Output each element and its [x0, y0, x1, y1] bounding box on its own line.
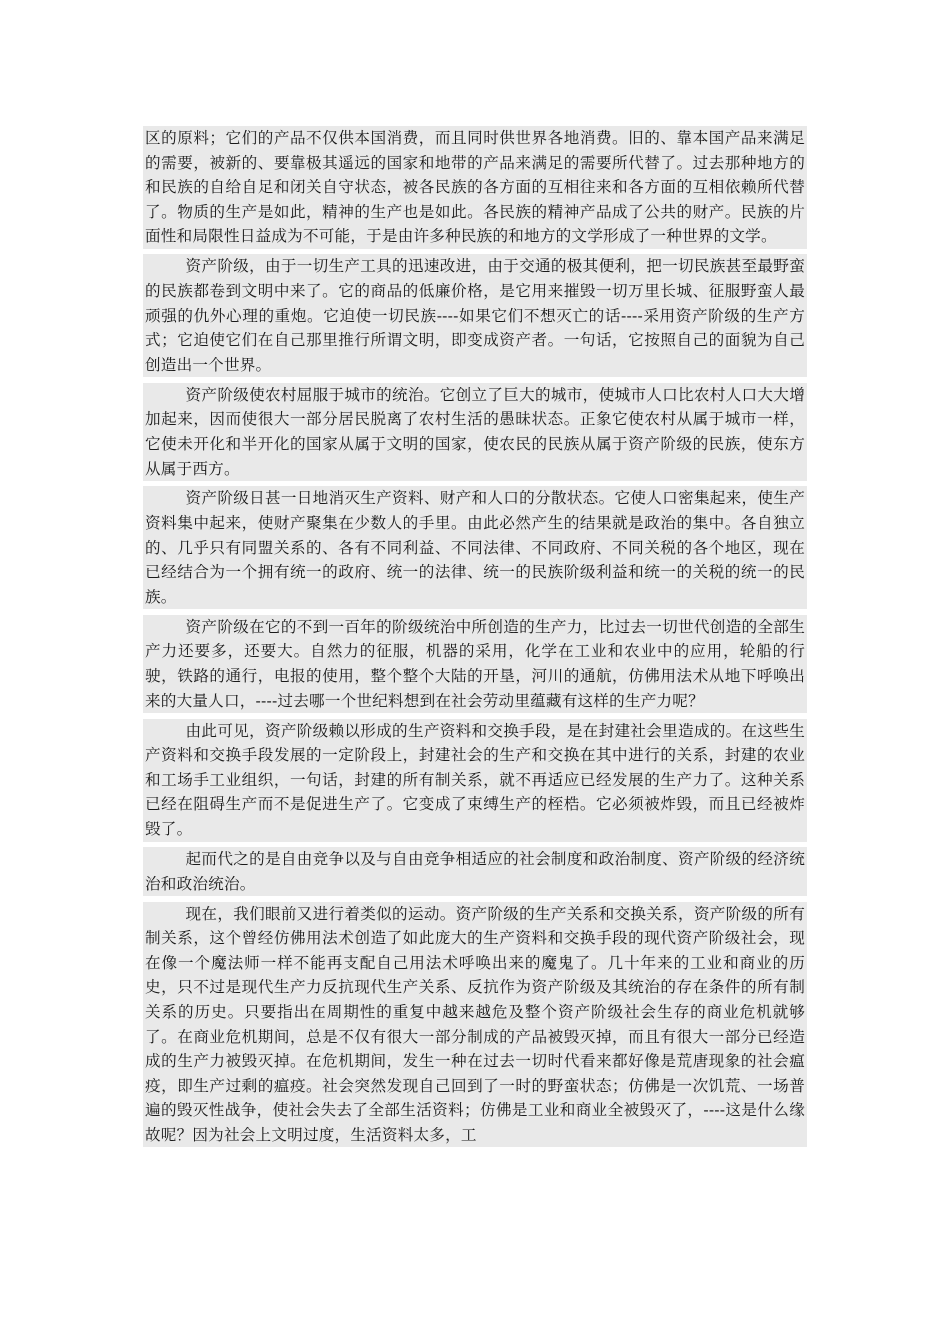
paragraph-1: 区的原料；它们的产品不仅供本国消费，而且同时供世界各地消费。旧的、靠本国产品来满足的需要，被新的、要靠极其遥远的国家和地带的产品来满足的需要所代替了。过去那种地方的和民族的自给自足和闭关自守状态，被各民族的各方面的互相往来和各方面的互相依赖所代替了。物质的生产是如此，精神的生产也是如此。各民族的精神产品成了公共的财产。民族的片面性和局限性日益成为不可能，于是由许多种民族的和地方的文学形成了一种世界的文学。: [143, 126, 807, 249]
paragraph-6: 由此可见，资产阶级赖以形成的生产资料和交换手段，是在封建社会里造成的。在这些生产资料和交换手段发展的一定阶段上，封建社会的生产和交换在其中进行的关系，封建的农业和工场手工业组织，一句话，封建的所有制关系，就不再适应已经发展的生产力了。这种关系已经在阻碍生产而不是促进生产了。它变成了束缚生产的桎梏。它必须被炸毁，而且已经被炸毁了。: [143, 719, 807, 842]
body-text: [143, 126, 807, 1153]
paragraph-7: 起而代之的是自由竞争以及与自由竞争相适应的社会制度和政治制度、资产阶级的经济统治和政治统治。: [143, 847, 807, 896]
paragraph-2: 资产阶级，由于一切生产工具的迅速改进，由于交通的极其便利，把一切民族甚至最野蛮的民族都卷到文明中来了。它的商品的低廉价格，是它用来摧毁一切万里长城、征服野蛮人最顽强的仇外心理的重炮。它迫使一切民族----如果它们不想灭亡的话----采用资产阶级的生产方式；它迫使它们在自己那里推行所谓文明，即变成资产者。一句话，它按照自己的面貌为自己创造出一个世界。: [143, 254, 807, 377]
paragraph-5: 资产阶级在它的不到一百年的阶级统治中所创造的生产力，比过去一切世代创造的全部生产力还要多，还要大。自然力的征服，机器的采用，化学在工业和农业中的应用，轮船的行驶，铁路的通行，电报的使用，整个整个大陆的开垦，河川的通航，仿佛用法术从地下呼唤出来的大量人口，----过去哪一个世纪料想到在社会劳动里蕴藏有这样的生产力呢？: [143, 615, 807, 713]
paragraph-8: 现在，我们眼前又进行着类似的运动。资产阶级的生产关系和交换关系，资产阶级的所有制关系，这个曾经仿佛用法术创造了如此庞大的生产资料和交换手段的现代资产阶级社会，现在像一个魔法师一样不能再支配自己用法术呼唤出来的魔鬼了。几十年来的工业和商业的历史，只不过是现代生产力反抗现代生产关系、反抗作为资产阶级及其统治的存在条件的所有制关系的历史。只要指出在周期性的重复中越来越危及整个资产阶级社会生存的商业危机就够了。在商业危机期间，总是不仅有很大一部分制成的产品被毁灭掉，而且有很大一部分已经造成的生产力被毁灭掉。在危机期间，发生一种在过去一切时代看来都好像是荒唐现象的社会瘟疫，即生产过剩的瘟疫。社会突然发现自己回到了一时的野蛮状态；仿佛是一次饥荒、一场普遍的毁灭性战争，使社会失去了全部生活资料；仿佛是工业和商业全被毁灭了，----这是什么缘故呢？因为社会上文明过度，生活资料太多，工: [143, 902, 807, 1148]
paragraph-4: 资产阶级日甚一日地消灭生产资料、财产和人口的分散状态。它使人口密集起来，使生产资料集中起来，使财产聚集在少数人的手里。由此必然产生的结果就是政治的集中。各自独立的、几乎只有同盟关系的、各有不同利益、不同法律、不同政府、不同关税的各个地区，现在已经结合为一个拥有统一的政府、统一的法律、统一的民族阶级利益和统一的关税的统一的民族。: [143, 486, 807, 609]
paragraph-3: 资产阶级使农村屈服于城市的统治。它创立了巨大的城市，使城市人口比农村人口大大增加起来，因而使很大一部分居民脱离了农村生活的愚昧状态。正象它使农村从属于城市一样，它使未开化和半开化的国家从属于文明的国家，使农民的民族从属于资产阶级的民族，使东方从属于西方。: [143, 383, 807, 481]
